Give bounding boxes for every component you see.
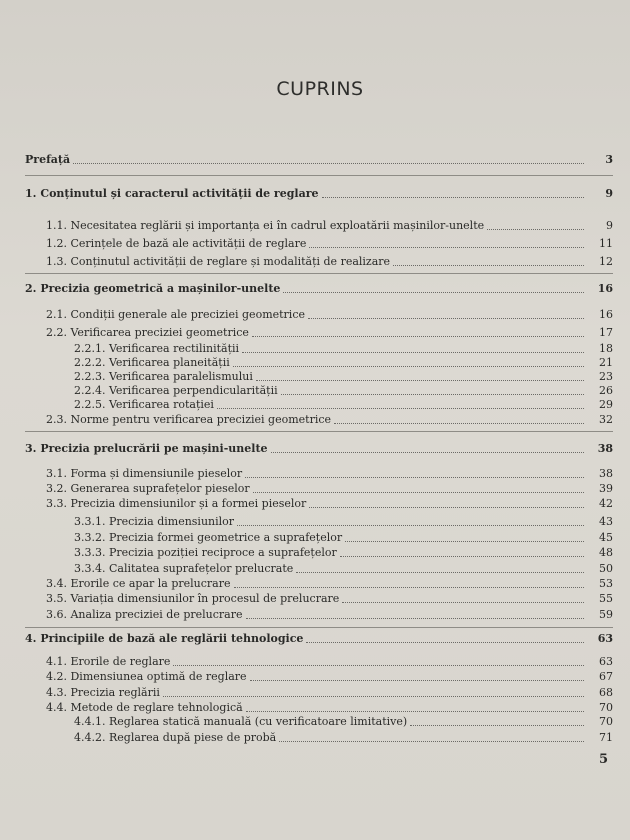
toc-entry: [46, 607, 613, 621]
dot-leader: [410, 725, 584, 726]
toc-entry: [46, 254, 613, 268]
dot-leader: [253, 492, 584, 493]
entry-text: 4. Principiile de bază ale reglării tehnologice: [25, 632, 304, 645]
dot-leader: [279, 741, 584, 742]
entry-page: 70: [599, 701, 613, 714]
toc-entry: [46, 307, 613, 321]
toc-entry: [46, 466, 613, 480]
entry-text: 1.1. Necesitatea reglării și importanța ei în cadrul exploatării mașinilor-unelte: [46, 219, 485, 232]
entry-page: 23: [599, 370, 613, 383]
dot-leader: [487, 229, 584, 230]
entry-text: 3.3. Precizia dimensiunilor și a formei pieselor: [46, 497, 307, 510]
entry-text: 2.2.5. Verificarea rotației: [74, 398, 214, 411]
toc-entry: [46, 685, 613, 699]
entry-page: 11: [599, 237, 613, 250]
entry-page: 53: [599, 577, 613, 590]
entry-page: 17: [599, 326, 613, 339]
dot-leader: [283, 292, 584, 293]
entry-text: 4.3. Precizia reglării: [46, 686, 160, 699]
toc-entry: [74, 545, 613, 559]
dot-leader: [242, 352, 584, 353]
dot-leader: [281, 394, 584, 395]
dot-leader: [73, 163, 584, 164]
page-number: 5: [598, 752, 608, 767]
toc-entry: [74, 714, 613, 728]
entry-page: 59: [599, 608, 613, 621]
entry-page: 48: [599, 546, 613, 559]
toc-entry: [25, 186, 613, 200]
dot-leader: [345, 541, 584, 542]
toc-entry: [74, 369, 613, 383]
dot-leader: [234, 587, 584, 588]
toc-entry: [46, 218, 613, 232]
entry-text: 3. Precizia prelucrării pe mașini-unelte: [25, 442, 268, 455]
entry-text: 4.2. Dimensiunea optimă de reglare: [46, 670, 247, 683]
entry-text: 3.3.4. Calitatea suprafețelor prelucrate: [74, 562, 294, 575]
entry-page: 39: [599, 482, 613, 495]
dot-leader: [256, 380, 584, 381]
toc-entry: [46, 700, 613, 714]
dot-leader: [217, 408, 584, 409]
entry-page: 16: [597, 282, 613, 295]
entry-page: 18: [599, 342, 613, 355]
entry-text: 2.3. Norme pentru verificarea preciziei geometrice: [46, 413, 332, 426]
dot-leader: [245, 477, 584, 478]
toc-entry: [46, 236, 613, 250]
dot-leader: [173, 665, 584, 666]
entry-text: 2.2. Verificarea preciziei geometrice: [46, 326, 249, 339]
toc-entry: [74, 341, 613, 355]
entry-page: 42: [599, 497, 613, 510]
toc-entry: [74, 561, 613, 575]
toc-entry: [25, 152, 613, 166]
toc-entry: [46, 496, 613, 510]
dot-leader: [246, 618, 585, 619]
entry-text: 3.5. Variația dimensiunilor în procesul de prelucrare: [46, 592, 340, 605]
entry-text: 2.2.1. Verificarea rectilinității: [74, 342, 240, 355]
entry-page: 12: [599, 255, 613, 268]
entry-page: 43: [599, 515, 613, 528]
toc-entry: [46, 576, 613, 590]
entry-text: 4.4.2. Reglarea după piese de probă: [74, 731, 277, 744]
dot-leader: [163, 696, 584, 697]
entry-page: 38: [597, 442, 613, 455]
entry-text: 2.1. Condiții generale ale preciziei geometrice: [46, 308, 305, 321]
entry-text: 3.3.2. Precizia formei geometrice a suprafețelor: [74, 531, 343, 544]
toc-entry: [25, 281, 613, 295]
entry-text: 3.4. Erorile ce apar la prelucrare: [46, 577, 231, 590]
dot-leader: [308, 318, 584, 319]
entry-text: 2.2.2. Verificarea planeității: [74, 356, 230, 369]
entry-page: 45: [599, 531, 613, 544]
entry-text: 2. Precizia geometrică a mașinilor-unelte: [25, 282, 281, 295]
entry-page: 63: [597, 632, 613, 645]
entry-page: 9: [606, 219, 613, 232]
entry-text: 3.6. Analiza preciziei de prelucrare: [46, 608, 243, 621]
dot-leader: [246, 711, 584, 712]
toc-entry: [25, 631, 613, 645]
entry-page: 70: [599, 715, 613, 728]
entry-text: 3.1. Forma și dimensiunile pieselor: [46, 467, 243, 480]
section-divider: [25, 175, 613, 176]
entry-text: 1.3. Conținutul activității de reglare și modalități de realizare: [46, 255, 391, 268]
entry-page: 67: [599, 670, 613, 683]
entry-page: 38: [599, 467, 613, 480]
dot-leader: [340, 556, 584, 557]
toc-entry: [74, 730, 613, 744]
entry-page: 63: [599, 655, 613, 668]
dot-leader: [250, 680, 584, 681]
entry-page: 21: [599, 356, 613, 369]
entry-page: 16: [599, 308, 613, 321]
dot-leader: [334, 423, 584, 424]
entry-text: 4.4.1. Reglarea statică manuală (cu verificatoare limitative): [74, 715, 408, 728]
dot-leader: [252, 336, 584, 337]
entry-text: 2.2.3. Verificarea paralelismului: [74, 370, 253, 383]
toc-entry: [46, 481, 613, 495]
entry-text: 4.4. Metode de reglare tehnologică: [46, 701, 243, 714]
entry-page: 55: [599, 592, 613, 605]
entry-text: Prefață: [25, 153, 71, 166]
entry-text: 3.3.3. Precizia poziției reciproce a suprafețelor: [74, 546, 337, 559]
dot-leader: [306, 642, 584, 643]
dot-leader: [271, 452, 584, 453]
toc-entry: [46, 669, 613, 683]
dot-leader: [233, 366, 584, 367]
dot-leader: [296, 572, 584, 573]
entry-text: 1. Conținutul și caracterul activității de reglare: [25, 187, 319, 200]
entry-text: 4.1. Erorile de reglare: [46, 655, 171, 668]
toc-entry: [46, 591, 613, 605]
toc-entry: [46, 325, 613, 339]
entry-text: 2.2.4. Verificarea perpendicularității: [74, 384, 278, 397]
entry-page: 68: [599, 686, 613, 699]
dot-leader: [237, 525, 584, 526]
entry-page: 29: [599, 398, 613, 411]
toc-entry: [25, 441, 613, 455]
dot-leader: [393, 265, 584, 266]
section-divider: [25, 627, 613, 628]
section-divider: [25, 273, 613, 274]
toc-entry: [74, 397, 613, 411]
dot-leader: [309, 507, 584, 508]
entry-page: 50: [599, 562, 613, 575]
section-divider: [25, 431, 613, 432]
toc-entry: [74, 530, 613, 544]
toc-entry: [74, 383, 613, 397]
entry-page: 3: [605, 153, 613, 166]
toc-entry: [46, 412, 613, 426]
dot-leader: [322, 197, 584, 198]
toc-entry: [74, 514, 613, 528]
dot-leader: [342, 602, 584, 603]
entry-text: 3.3.1. Precizia dimensiunilor: [74, 515, 235, 528]
entry-page: 32: [599, 413, 613, 426]
toc-entry: [74, 355, 613, 369]
entry-text: 1.2. Cerințele de bază ale activității de reglare: [46, 237, 307, 250]
entry-page: 71: [599, 731, 613, 744]
entry-text: 3.2. Generarea suprafețelor pieselor: [46, 482, 250, 495]
entry-page: 26: [599, 384, 613, 397]
dot-leader: [309, 247, 584, 248]
entry-page: 9: [605, 187, 613, 200]
page-title: CUPRINS: [276, 78, 364, 100]
toc-entry: [46, 654, 613, 668]
